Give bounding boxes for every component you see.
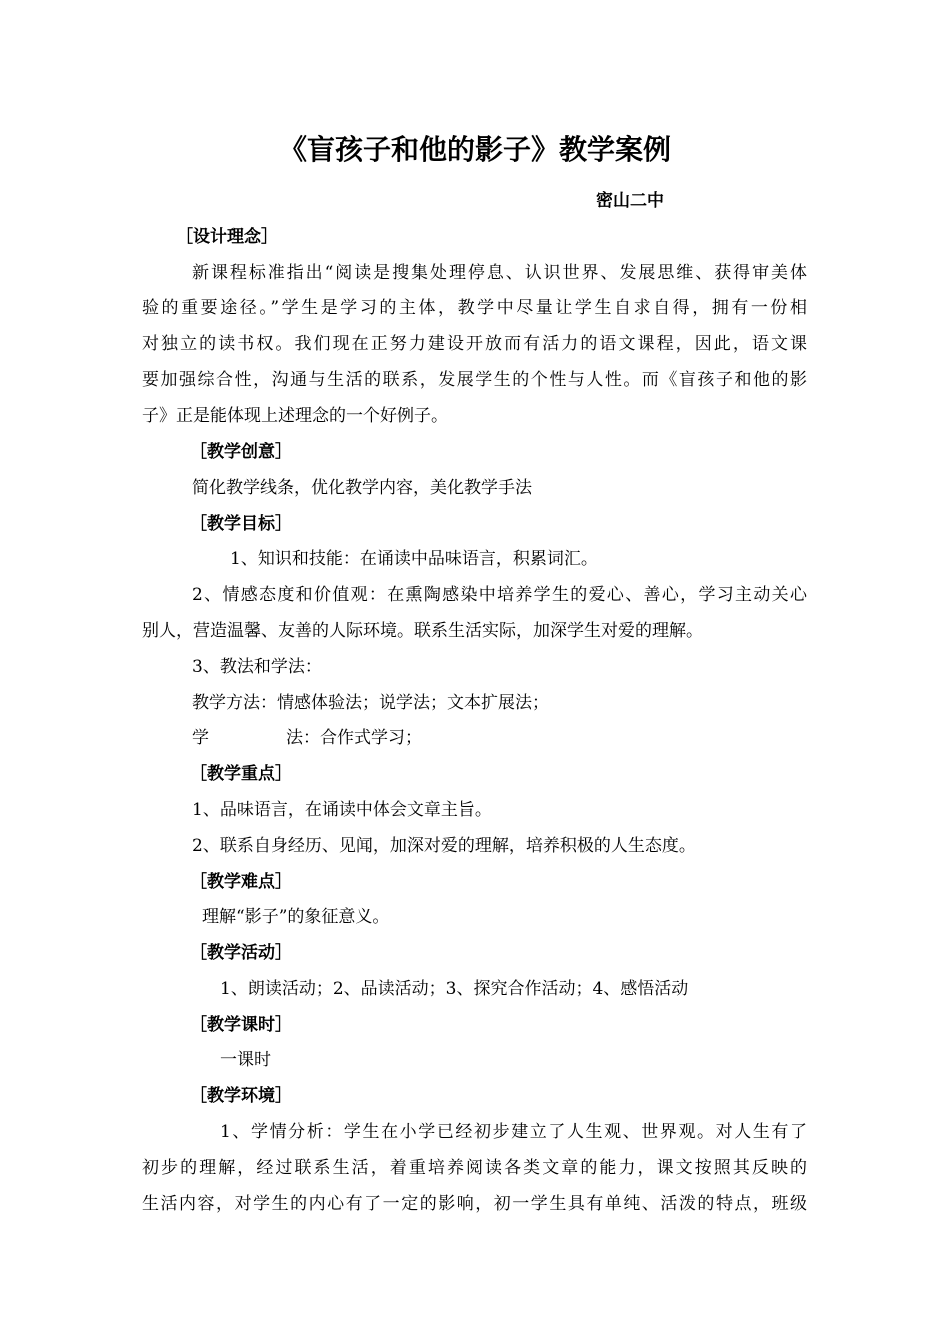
goals-line-2: 2、情感态度和价值观：在熏陶感染中培养学生的爱心、善心，学习主动关心 — [192, 585, 807, 605]
goals-line-1: 1、知识和技能：在诵读中品味语言，积累词汇。 — [230, 549, 598, 569]
document-title: 《盲孩子和他的影子》教学案例 — [278, 133, 671, 166]
section-heading-key: ［教学重点］ — [190, 764, 292, 784]
goals-line-5: 教学方法：情感体验法；说学法；文本扩展法； — [192, 693, 549, 713]
section-heading-hours: ［教学课时］ — [190, 1015, 292, 1035]
section-heading-difficulty: ［教学难点］ — [190, 872, 292, 892]
idea-line-1: 简化教学线条，优化教学内容，美化教学手法 — [192, 478, 532, 498]
section-heading-design: ［设计理念］ — [176, 227, 278, 247]
section-heading-environment: ［教学环境］ — [190, 1086, 292, 1106]
goals-line-3: 别人，营造温馨、友善的人际环境。联系生活实际，加深学生对爱的理解。 — [142, 621, 703, 641]
environment-line-3: 生活内容，对学生的内心有了一定的影响，初一学生具有单纯、活泼的特点，班级 — [142, 1194, 807, 1214]
design-line-5: 子》正是能体现上述理念的一个好例子。 — [142, 406, 448, 426]
design-line-3: 对独立的读书权。我们现在正努力建设开放而有活力的语文课程，因此，语文课 — [142, 334, 807, 354]
design-line-2: 验的重要途径。”学生是学习的主体，教学中尽量让学生自求自得，拥有一份相 — [142, 298, 807, 318]
environment-line-1: 1、学情分析：学生在小学已经初步建立了人生观、世界观。对人生有了 — [220, 1122, 807, 1142]
study-method-value: 法：合作式学习； — [286, 728, 422, 748]
design-line-1: 新课程标准指出“阅读是搜集处理停息、认识世界、发展思维、获得审美体 — [192, 263, 807, 283]
section-heading-goals: ［教学目标］ — [190, 514, 292, 534]
author-school: 密山二中 — [596, 191, 664, 211]
activities-line-1: 1、朗读活动；2、品读活动；3、探究合作活动；4、感悟活动 — [220, 979, 689, 999]
section-heading-idea: ［教学创意］ — [190, 442, 292, 462]
key-line-2: 2、联系自身经历、见闻，加深对爱的理解，培养积极的人生态度。 — [192, 836, 696, 856]
goals-line-4: 3、教法和学法： — [192, 657, 322, 677]
section-heading-activities: ［教学活动］ — [190, 943, 292, 963]
key-line-1: 1、品味语言，在诵读中体会文章主旨。 — [192, 800, 492, 820]
design-line-4: 要加强综合性，沟通与生活的联系，发展学生的个性与人性。而《盲孩子和他的影 — [142, 370, 807, 390]
difficulty-line-1: 理解“影子”的象征意义。 — [202, 907, 390, 927]
environment-line-2: 初步的理解，经过联系生活，着重培养阅读各类文章的能力，课文按照其反映的 — [142, 1158, 807, 1178]
study-method-label: 学 — [192, 728, 209, 748]
hours-line-1: 一课时 — [220, 1050, 271, 1070]
